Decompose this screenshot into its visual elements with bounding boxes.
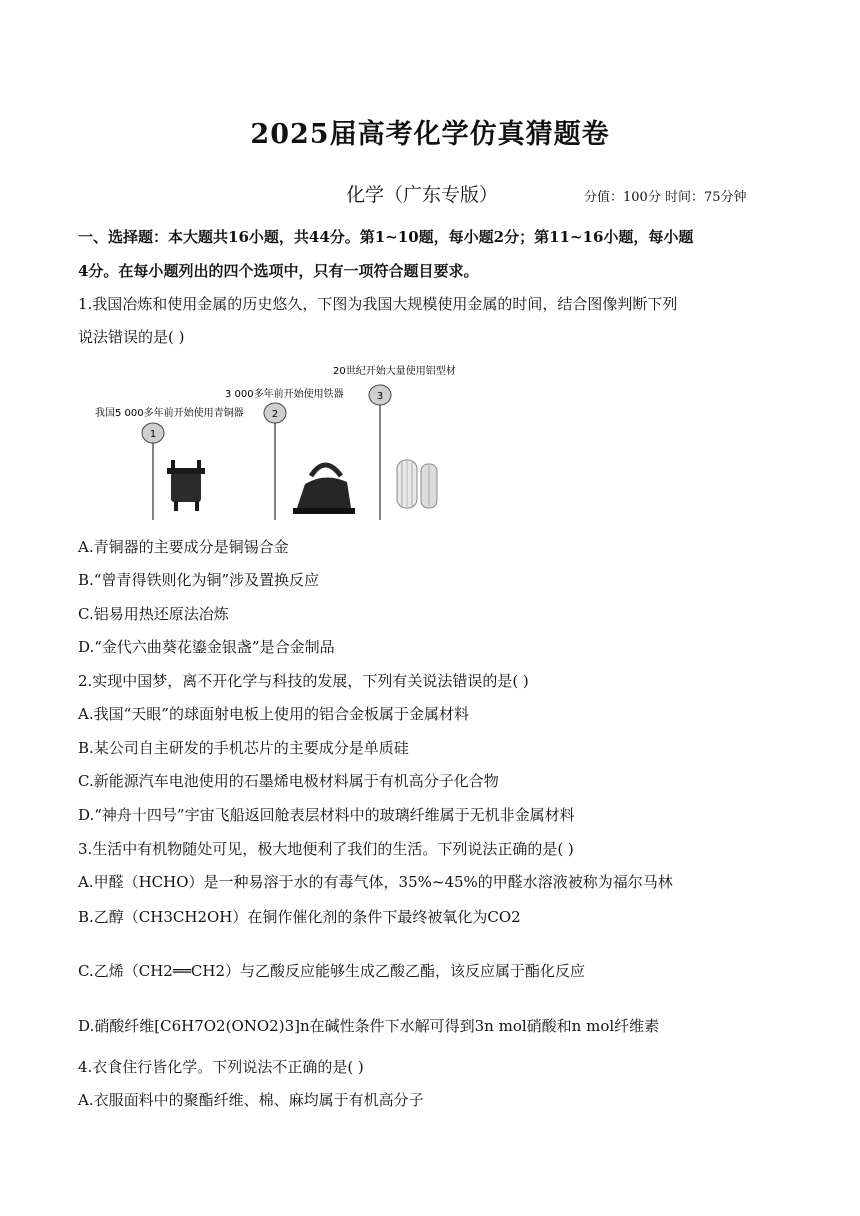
- q3-option-c-post: ）与乙酸反应能够生成乙酸乙酯，该反应属于酯化反应: [224, 962, 585, 980]
- exam-subtitle: 化学（广东专版）: [346, 184, 499, 206]
- pin-iron: [264, 403, 286, 520]
- bronze-vessel-icon: [167, 460, 205, 511]
- q3-stem: 3.生活中有机物随处可见，极大地便利了我们的生活。下列说法正确的是( ): [78, 840, 574, 858]
- marker-2: 2: [271, 409, 279, 420]
- q3-option-b: [78, 906, 521, 927]
- label-iron: 3 000多年前开始使用铁器: [225, 389, 344, 400]
- exam-meta: 分值：100分 时间：75分钟: [584, 190, 747, 205]
- co2-formula: CO2: [487, 908, 521, 926]
- q1-stem-line2: 说法错误的是( ): [78, 328, 185, 346]
- q3-option-b-pre: B.乙醇（: [78, 908, 139, 926]
- q2-option-d: D.“神舟十四号”宇宙飞船返回舱表层材料中的玻璃纤维属于无机非金属材料: [78, 806, 575, 824]
- label-aluminum: 20世纪开始大量使用铝型材: [333, 366, 456, 377]
- q2-option-c: C.新能源汽车电池使用的石墨烯电极材料属于有机高分子化合物: [78, 772, 499, 790]
- q2-stem: 2.实现中国梦，离不开化学与科技的发展，下列有关说法错误的是( ): [78, 672, 529, 690]
- ethylene-formula: CH2══CH2: [138, 962, 225, 980]
- q4-option-a: A.衣服面料中的聚酯纤维、棉、麻均属于有机高分子: [78, 1091, 424, 1109]
- ethanol-formula: CH3CH2OH: [138, 908, 233, 926]
- q4-stem: 4.衣食住行皆化学。下列说法不正确的是( ): [78, 1058, 364, 1076]
- q3-option-d-pre: D.硝酸纤维: [78, 1017, 155, 1035]
- aluminum-profile-icon: [397, 460, 437, 508]
- section-instructions-line2: 4分。在每小题列出的四个选项中，只有一项符合题目要求。: [78, 262, 479, 280]
- pin-aluminum: [369, 385, 391, 520]
- q3-option-c: [78, 960, 585, 981]
- nitrocellulose-formula: [C6H7O2(ONO2)3]n: [154, 1017, 310, 1035]
- label-bronze: 我国5 000多年前开始使用青铜器: [95, 408, 244, 419]
- q1-option-d: D.“金代六曲葵花鎏金银盏”是合金制品: [78, 638, 335, 656]
- q1-option-b: B.“曾青得铁则化为铜”涉及置换反应: [78, 571, 320, 589]
- q1-stem-line1: 1.我国冶炼和使用金属的历史悠久，下图为我国大规模使用金属的时间，结合图像判断下列: [78, 295, 678, 313]
- q3-option-b-post: ）在铜作催化剂的条件下最终被氧化为: [232, 908, 488, 926]
- flat-iron-icon: [293, 465, 355, 514]
- marker-3: 3: [376, 391, 384, 402]
- section-instructions-line1: 一、选择题：本大题共16小题，共44分。第1~10题，每小题2分；第11~16小题，每小题: [78, 228, 694, 246]
- q3-option-c-pre: C.乙烯（: [78, 962, 139, 980]
- q3-option-a: A.甲醛（HCHO）是一种易溶于水的有毒气体，35%~45%的甲醛水溶液被称为福尔马林: [78, 873, 673, 891]
- q2-option-b: B.某公司自主研发的手机芯片的主要成分是单质硅: [78, 739, 409, 757]
- q1-option-a: A.青铜器的主要成分是铜锡合金: [78, 538, 289, 556]
- metal-history-figure: [85, 358, 485, 524]
- q1-option-c: C.铝易用热还原法冶炼: [78, 605, 229, 623]
- pin-bronze: [142, 423, 164, 520]
- exam-title: 2025届高考化学仿真猜题卷: [250, 119, 610, 150]
- q3-option-d-post: 在碱性条件下水解可得到3n mol硝酸和n mol纤维素: [309, 1017, 660, 1035]
- q3-option-d: [78, 1015, 659, 1036]
- marker-1: 1: [149, 429, 157, 440]
- q2-option-a: A.我国“天眼”的球面射电板上使用的铝合金板属于金属材料: [78, 705, 469, 723]
